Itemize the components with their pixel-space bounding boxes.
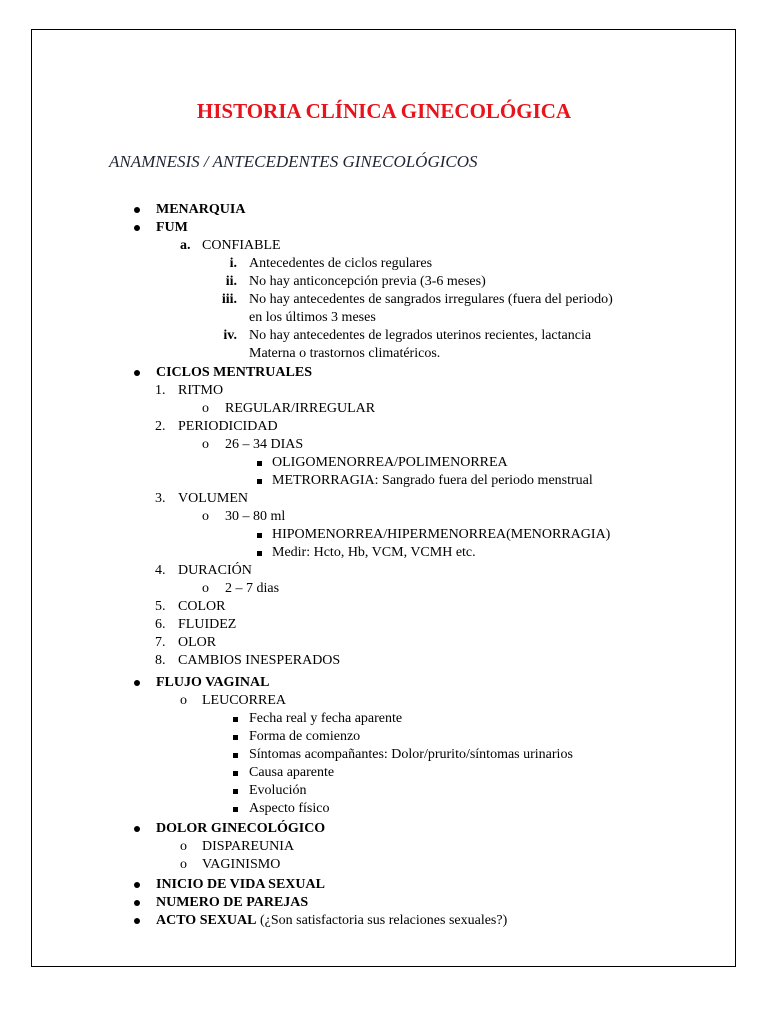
item-inicio-vida-sexual: INICIO DE VIDA SEXUAL: [156, 877, 325, 892]
square-bullet-icon: [233, 771, 238, 776]
bullet-dot-icon: [134, 370, 140, 376]
item-dolor-ginecologico: DOLOR GINECOLÓGICO: [156, 821, 326, 836]
section-subtitle: ANAMNESIS / ANTECEDENTES GINECOLÓGICOS: [109, 152, 478, 171]
square-bullet-icon: [233, 789, 238, 794]
list-item: COLOR: [178, 599, 226, 614]
list-item: 30 – 80 ml: [225, 509, 286, 524]
list-item: Aspecto físico: [249, 801, 330, 816]
item-fum: FUM: [156, 220, 188, 235]
circle-bullet-icon: o: [202, 581, 209, 596]
square-bullet-icon: [233, 807, 238, 812]
list-item: METRORRAGIA: Sangrado fuera del periodo menstrual: [272, 473, 593, 488]
list-item: Medir: Hcto, Hb, VCM, VCMH etc.: [272, 545, 476, 560]
item-menarquia: MENARQUIA: [156, 202, 246, 217]
square-bullet-icon: [233, 717, 238, 722]
circle-bullet-icon: o: [202, 401, 209, 416]
bullet-dot-icon: [134, 918, 140, 924]
list-marker: 6.: [155, 617, 166, 632]
list-item: No hay anticoncepción previa (3-6 meses): [249, 274, 486, 289]
item-ciclos: CICLOS MENTRUALES: [156, 365, 312, 380]
acto-sexual-label: ACTO SEXUAL: [156, 913, 257, 928]
list-item: PERIODICIDAD: [178, 419, 278, 434]
list-item: RITMO: [178, 383, 224, 398]
square-bullet-icon: [257, 551, 262, 556]
list-item: Causa aparente: [249, 765, 335, 780]
list-item: Fecha real y fecha aparente: [249, 711, 403, 726]
bullet-dot-icon: [134, 826, 140, 832]
square-bullet-icon: [257, 533, 262, 538]
list-marker: 7.: [155, 635, 166, 650]
list-item: REGULAR/IRREGULAR: [225, 401, 376, 416]
square-bullet-icon: [233, 753, 238, 758]
list-item: Antecedentes de ciclos regulares: [249, 256, 433, 271]
list-marker: iv.: [223, 328, 237, 343]
circle-bullet-icon: o: [180, 693, 187, 708]
list-marker: 5.: [155, 599, 166, 614]
page-title: HISTORIA CLÍNICA GINECOLÓGICA: [196, 99, 572, 123]
list-item: DURACIÓN: [178, 563, 252, 578]
list-item-continuation: en los últimos 3 meses: [249, 310, 376, 325]
circle-bullet-icon: o: [180, 857, 187, 872]
acto-sexual-note: (¿Son satisfactoria sus relaciones sexuales?): [256, 913, 508, 928]
circle-bullet-icon: o: [202, 509, 209, 524]
bullet-dot-icon: [134, 900, 140, 906]
list-item: No hay antecedentes de legrados uterinos recientes, lactancia: [249, 328, 592, 343]
circle-bullet-icon: o: [202, 437, 209, 452]
fum-confiable: CONFIABLE: [202, 238, 281, 253]
list-item: FLUIDEZ: [178, 617, 237, 632]
square-bullet-icon: [257, 461, 262, 466]
list-item: Forma de comienzo: [249, 729, 361, 744]
bullet-dot-icon: [134, 680, 140, 686]
item-flujo-vaginal: FLUJO VAGINAL: [156, 675, 270, 690]
list-item: LEUCORREA: [202, 693, 286, 708]
list-item-continuation: Materna o trastornos climatéricos.: [249, 346, 441, 361]
list-marker: iii.: [221, 292, 237, 307]
list-marker: a.: [180, 238, 191, 253]
list-item: 2 – 7 dias: [225, 581, 280, 596]
circle-bullet-icon: o: [180, 839, 187, 854]
item-numero-parejas: NUMERO DE PAREJAS: [156, 895, 309, 910]
list-item: Síntomas acompañantes: Dolor/prurito/síntomas urinarios: [249, 747, 573, 762]
bullet-dot-icon: [134, 882, 140, 888]
list-item: VOLUMEN: [178, 491, 248, 506]
list-marker: 4.: [155, 563, 166, 578]
bullet-dot-icon: [134, 225, 140, 231]
list-marker: 2.: [155, 419, 166, 434]
list-item: 26 – 34 DIAS: [225, 437, 304, 452]
list-item: DISPAREUNIA: [202, 839, 295, 854]
square-bullet-icon: [257, 479, 262, 484]
list-marker: 3.: [155, 491, 166, 506]
bullet-dot-icon: [134, 207, 140, 213]
list-item: Evolución: [249, 783, 307, 798]
list-marker: ii.: [225, 274, 237, 289]
list-marker: 1.: [155, 383, 166, 398]
list-item: OLIGOMENORREA/POLIMENORREA: [272, 455, 508, 470]
square-bullet-icon: [233, 735, 238, 740]
list-item: HIPOMENORREA/HIPERMENORREA(MENORRAGIA): [272, 527, 611, 542]
item-acto-sexual: [156, 912, 507, 930]
list-marker: 8.: [155, 653, 166, 668]
list-item: No hay antecedentes de sangrados irregulares (fuera del periodo): [249, 292, 613, 307]
list-item: OLOR: [178, 635, 217, 650]
list-item: VAGINISMO: [202, 857, 281, 872]
list-item: CAMBIOS INESPERADOS: [178, 653, 341, 668]
list-marker: i.: [229, 256, 237, 271]
